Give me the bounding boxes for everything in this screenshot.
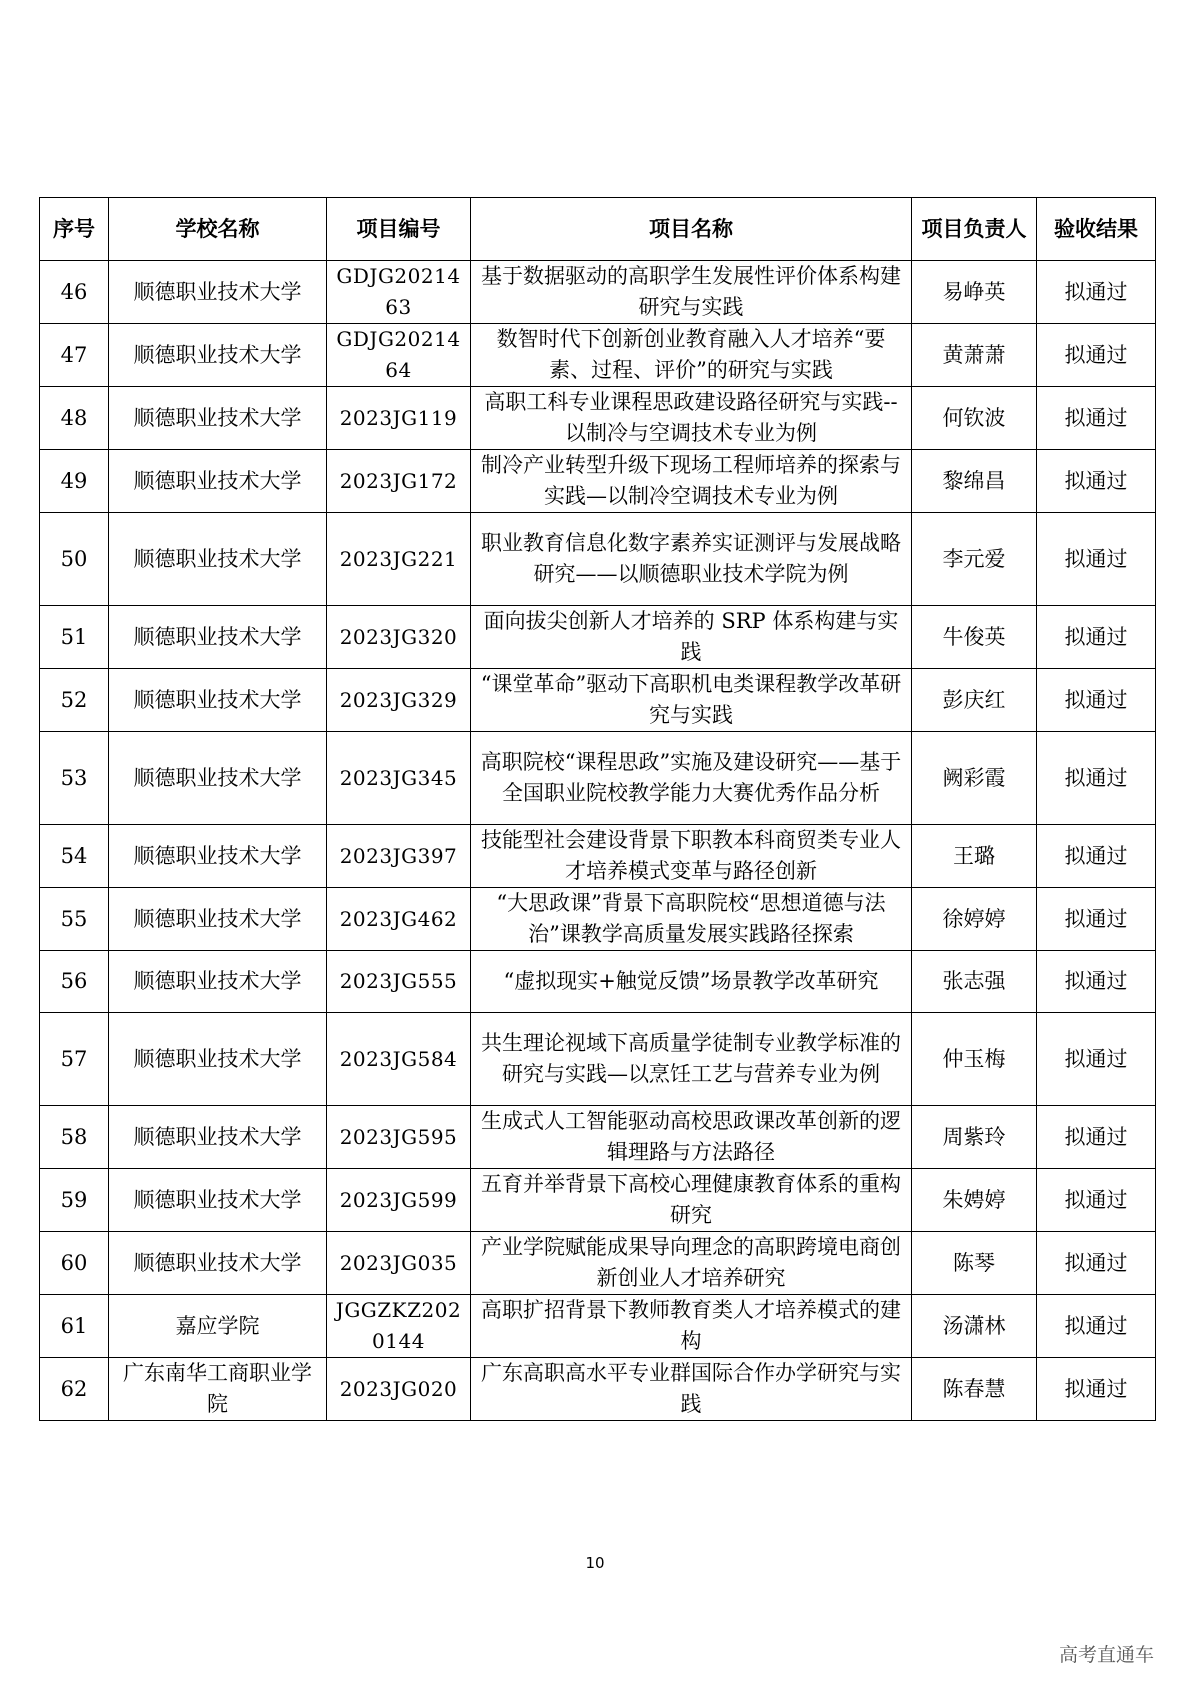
header-school: 学校名称 [109,198,327,261]
table-row [40,1169,1156,1232]
cell-project-name: “课堂革命”驱动下高职机电类课程教学改革研究与实践 [471,669,912,732]
cell-result: 拟通过 [1037,888,1156,951]
cell-seq: 50 [40,513,109,606]
cell-result: 拟通过 [1037,261,1156,324]
cell-school: 顺德职业技术大学 [109,513,327,606]
table-row [40,669,1156,732]
table-row [40,261,1156,324]
cell-project-name: 数智时代下创新创业教育融入人才培养“要素、过程、评价”的研究与实践 [471,324,912,387]
cell-seq: 48 [40,387,109,450]
cell-project-name: 技能型社会建设背景下职教本科商贸类专业人才培养模式变革与路径创新 [471,825,912,888]
cell-seq: 52 [40,669,109,732]
cell-school: 广东南华工商职业学院 [109,1358,327,1421]
cell-leader: 周紫玲 [912,1106,1037,1169]
cell-code: 2023JG320 [327,606,471,669]
page-number: 10 [585,1554,605,1572]
cell-seq: 54 [40,825,109,888]
cell-leader: 黎绵昌 [912,450,1037,513]
cell-seq: 51 [40,606,109,669]
cell-seq: 53 [40,732,109,825]
cell-project-name: 五育并举背景下高校心理健康教育体系的重构研究 [471,1169,912,1232]
cell-result: 拟通过 [1037,951,1156,1013]
cell-school: 嘉应学院 [109,1295,327,1358]
cell-code: 2023JG221 [327,513,471,606]
cell-seq: 57 [40,1013,109,1106]
cell-result: 拟通过 [1037,387,1156,450]
header-name: 项目名称 [471,198,912,261]
cell-school: 顺德职业技术大学 [109,1013,327,1106]
cell-project-name: 制冷产业转型升级下现场工程师培养的探索与实践—以制冷空调技术专业为例 [471,450,912,513]
cell-leader: 朱娉婷 [912,1169,1037,1232]
cell-result: 拟通过 [1037,606,1156,669]
cell-school: 顺德职业技术大学 [109,1106,327,1169]
cell-school: 顺德职业技术大学 [109,450,327,513]
cell-project-name: 高职工科专业课程思政建设路径研究与实践--以制冷与空调技术专业为例 [471,387,912,450]
watermark-text: 高考直通车 [1058,1644,1154,1666]
cell-result: 拟通过 [1037,1358,1156,1421]
cell-leader: 王璐 [912,825,1037,888]
cell-school: 顺德职业技术大学 [109,951,327,1013]
cell-result: 拟通过 [1037,450,1156,513]
cell-seq: 46 [40,261,109,324]
cell-project-name: 高职院校“课程思政”实施及建设研究——基于全国职业院校教学能力大赛优秀作品分析 [471,732,912,825]
cell-result: 拟通过 [1037,1169,1156,1232]
cell-project-name: 广东高职高水平专业群国际合作办学研究与实践 [471,1358,912,1421]
header-code: 项目编号 [327,198,471,261]
cell-code: 2023JG462 [327,888,471,951]
table-row [40,825,1156,888]
cell-school: 顺德职业技术大学 [109,1169,327,1232]
cell-project-name: 职业教育信息化数字素养实证测评与发展战略研究——以顺德职业技术学院为例 [471,513,912,606]
cell-project-name: 基于数据驱动的高职学生发展性评价体系构建研究与实践 [471,261,912,324]
table-row [40,888,1156,951]
cell-project-name: 产业学院赋能成果导向理念的高职跨境电商创新创业人才培养研究 [471,1232,912,1295]
cell-leader: 徐婷婷 [912,888,1037,951]
header-seq: 序号 [40,198,109,261]
cell-school: 顺德职业技术大学 [109,825,327,888]
cell-seq: 59 [40,1169,109,1232]
cell-code: 2023JG599 [327,1169,471,1232]
cell-result: 拟通过 [1037,1295,1156,1358]
cell-leader: 仲玉梅 [912,1013,1037,1106]
table-row [40,387,1156,450]
cell-result: 拟通过 [1037,1232,1156,1295]
cell-school: 顺德职业技术大学 [109,324,327,387]
cell-result: 拟通过 [1037,513,1156,606]
cell-code: 2023JG172 [327,450,471,513]
table-row [40,324,1156,387]
cell-seq: 55 [40,888,109,951]
cell-school: 顺德职业技术大学 [109,669,327,732]
cell-seq: 61 [40,1295,109,1358]
cell-school: 顺德职业技术大学 [109,387,327,450]
cell-result: 拟通过 [1037,324,1156,387]
cell-code: 2023JG397 [327,825,471,888]
cell-code: JGGZKZ2020144 [327,1295,471,1358]
table-row [40,1295,1156,1358]
cell-result: 拟通过 [1037,1013,1156,1106]
cell-leader: 牛俊英 [912,606,1037,669]
cell-seq: 62 [40,1358,109,1421]
cell-project-name: 高职扩招背景下教师教育类人才培养模式的建构 [471,1295,912,1358]
cell-seq: 56 [40,951,109,1013]
cell-seq: 58 [40,1106,109,1169]
cell-leader: 何钦波 [912,387,1037,450]
cell-school: 顺德职业技术大学 [109,261,327,324]
cell-leader: 陈春慧 [912,1358,1037,1421]
cell-code: 2023JG345 [327,732,471,825]
cell-seq: 47 [40,324,109,387]
cell-code: 2023JG035 [327,1232,471,1295]
cell-code: 2023JG119 [327,387,471,450]
cell-seq: 60 [40,1232,109,1295]
cell-project-name: “大思政课”背景下高职院校“思想道德与法治”课教学高质量发展实践路径探索 [471,888,912,951]
cell-result: 拟通过 [1037,825,1156,888]
cell-leader: 李元爱 [912,513,1037,606]
table-row [40,1232,1156,1295]
cell-code: 2023JG584 [327,1013,471,1106]
table-row [40,1013,1156,1106]
cell-code: GDJG2021463 [327,261,471,324]
cell-leader: 陈琴 [912,1232,1037,1295]
cell-school: 顺德职业技术大学 [109,606,327,669]
header-leader: 项目负责人 [912,198,1037,261]
cell-seq: 49 [40,450,109,513]
cell-school: 顺德职业技术大学 [109,1232,327,1295]
cell-school: 顺德职业技术大学 [109,888,327,951]
table-row [40,1358,1156,1421]
table-row [40,732,1156,825]
cell-leader: 张志强 [912,951,1037,1013]
cell-project-name: “虚拟现实+触觉反馈”场景教学改革研究 [471,951,912,1013]
cell-leader: 易峥英 [912,261,1037,324]
cell-code: 2023JG020 [327,1358,471,1421]
table-row [40,951,1156,1013]
cell-code: GDJG2021464 [327,324,471,387]
cell-leader: 黄萧萧 [912,324,1037,387]
cell-code: 2023JG555 [327,951,471,1013]
table-row [40,1106,1156,1169]
cell-project-name: 共生理论视域下高质量学徒制专业教学标准的研究与实践—以烹饪工艺与营养专业为例 [471,1013,912,1106]
cell-result: 拟通过 [1037,669,1156,732]
header-row [40,198,1156,261]
cell-project-name: 生成式人工智能驱动高校思政课改革创新的逻辑理路与方法路径 [471,1106,912,1169]
header-result: 验收结果 [1037,198,1156,261]
cell-leader: 阙彩霞 [912,732,1037,825]
cell-school: 顺德职业技术大学 [109,732,327,825]
table-row [40,513,1156,606]
cell-result: 拟通过 [1037,1106,1156,1169]
project-table [39,197,1156,1421]
cell-code: 2023JG595 [327,1106,471,1169]
table-row [40,606,1156,669]
cell-result: 拟通过 [1037,732,1156,825]
cell-leader: 汤潇林 [912,1295,1037,1358]
cell-project-name: 面向拔尖创新人才培养的 SRP 体系构建与实践 [471,606,912,669]
cell-leader: 彭庆红 [912,669,1037,732]
cell-code: 2023JG329 [327,669,471,732]
table-row [40,450,1156,513]
